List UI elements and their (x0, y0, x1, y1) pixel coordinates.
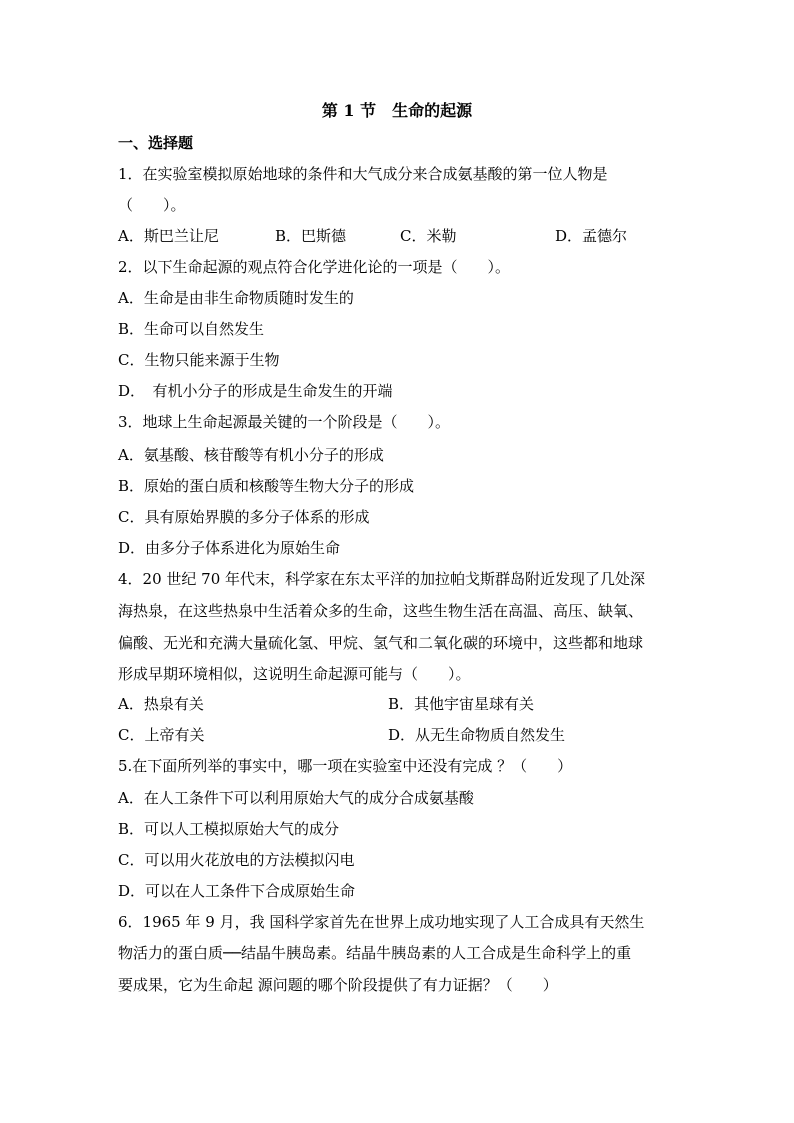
question-3-option-a: A．氨基酸、核苷酸等有机小分子的形成 (118, 446, 384, 464)
question-6-line-1: 6．1965 年 9 月，我 国科学家首先在世界上成功地实现了人工合成具有天然生 (118, 913, 645, 931)
question-1-line-2: （ ）。 (118, 196, 186, 214)
question-2-line-1: 2．以下生命起源的观点符合化学进化论的一项是（ ）。 (118, 258, 511, 276)
question-2-option-b: B．生命可以自然发生 (118, 320, 265, 338)
question-5-option-c: C．可以用火花放电的方法模拟闪电 (118, 851, 355, 869)
question-4-option-d: D．从无生命物质自然发生 (388, 726, 566, 744)
question-5-option-d: D．可以在人工条件下合成原始生命 (118, 882, 356, 900)
question-5-option-a: A．在人工条件下可以利用原始大气的成分合成氨基酸 (118, 789, 474, 807)
question-4-line-1: 4．20 世纪 70 年代末，科学家在东太平洋的加拉帕戈斯群岛附近发现了几处深 (118, 570, 646, 588)
question-3-option-b: B．原始的蛋白质和核酸等生物大分子的形成 (118, 477, 415, 495)
question-2-option-a: A．生命是由非生命物质随时发生的 (118, 289, 354, 307)
question-3-option-c: C．具有原始界膜的多分子体系的形成 (118, 508, 370, 526)
question-1-option-a: A．斯巴兰让尼 (118, 227, 219, 245)
question-4-line-2: 海热泉，在这些热泉中生活着众多的生命，这些生物生活在高温、高压、缺氧、 (118, 602, 644, 620)
question-4-line-4: 形成早期环境相似，这说明生命起源可能与（ ）。 (118, 665, 471, 683)
question-1-option-c: C．米勒 (400, 227, 457, 245)
question-4-option-a: A．热泉有关 (118, 695, 204, 713)
question-1-line-1: 1．在实验室模拟原始地球的条件和大气成分来合成氨基酸的第一位人物是 (118, 165, 608, 183)
question-1-option-d: D．孟德尔 (555, 227, 628, 245)
question-4-option-b: B．其他宇宙星球有关 (388, 695, 535, 713)
question-5-option-b: B．可以人工模拟原始大气的成分 (118, 820, 340, 838)
question-6-line-3: 要成果，它为生命起 源问题的哪个阶段提供了有力证据？（ ） (118, 976, 558, 994)
question-6-line-2: 物活力的蛋白质──结晶牛胰岛素。结晶牛胰岛素的人工合成是生命科学上的重 (118, 944, 632, 962)
question-3-line-1: 3．地球上生命起源最关键的一个阶段是（ ）。 (118, 413, 451, 431)
question-2-option-d: D． 有机小分子的形成是生命发生的开端 (118, 382, 393, 400)
question-5-line-1: 5.在下面所列举的事实中，哪一项在实验室中还没有完成 ？（ ） (118, 757, 573, 775)
question-4-option-c: C．上帝有关 (118, 726, 205, 744)
page-title: 第 1 节 生命的起源 (321, 101, 473, 120)
question-4-line-3: 偏酸、无光和充满大量硫化氢、甲烷、氢气和二氧化碳的环境中，这些都和地球 (118, 634, 644, 652)
section-heading: 一、选择题 (118, 134, 194, 152)
question-2-option-c: C．生物只能来源于生物 (118, 351, 280, 369)
question-3-option-d: D．由多分子体系进化为原始生命 (118, 539, 341, 557)
question-1-option-b: B．巴斯德 (275, 227, 347, 245)
